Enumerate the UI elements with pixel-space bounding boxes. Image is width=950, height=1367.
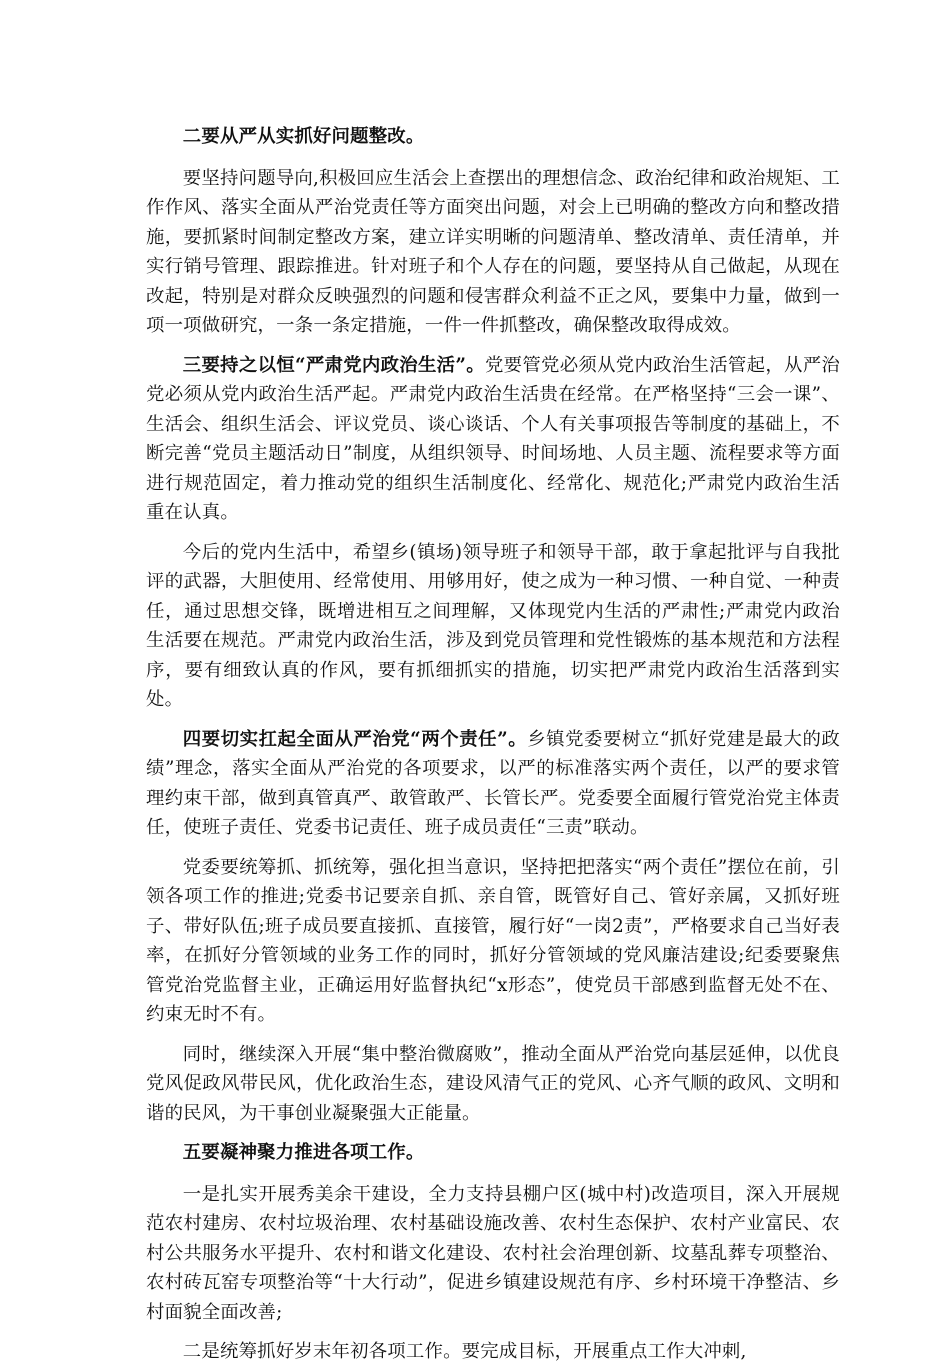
paragraph-micro-corruption: 同时，继续深入开展“集中整治微腐败”，推动全面从严治党向基层延伸，以优良党风促政风带民风，优化政治生态，建设风清气正的党风、心齐气顺的政风、文明和谐的民风，为干事创业凝聚强大正能量。 xyxy=(146,1043,840,1124)
paragraph-construction: 一是扎实开展秀美余干建设，全力支持县棚户区(城中村)改造项目，深入开展规范农村建房、农村垃圾治理、农村基础设施改善、农村生态保护、农村产业富民、农村公共服务水平提升、农村和谐文化建设、农村社会治理创新、坟墓乱葬专项整治、农村砖瓦窑专项整治等“十大行动”，促进乡镇建设规范有序、乡村环境干净整洁、乡村面貌全面改善; xyxy=(146,1183,840,1323)
paragraph-two-responsibilities-text: 乡镇党委要树立“抓好党建是最大的政绩”理念，落实全面从严治党的各项要求，以严的标准落实两个责任，以严的要求管理约束干部，做到真管真严、敢管敢严、长管长严。党委要全面履行管党治党主体责任，使班子责任、党委书记责任、班子成员责任“三责”联动。 xyxy=(146,728,840,838)
paragraph-political-life-future: 今后的党内生活中，希望乡(镇场)领导班子和领导干部，敢于拿起批评与自我批评的武器，大胆使用、经常使用、用够用好，使之成为一种习惯、一种自觉、一种责任，通过思想交锋，既增进相互之间理解，又体现党内生活的严肃性;严肃党内政治生活要在规范。严肃党内政治生活，涉及到党员管理和党性锻炼的基本规范和方法程序，要有细致认真的作风，要有抓细抓实的措施，切实把严肃党内政治生活落到实处。 xyxy=(146,541,840,710)
paragraph-party-committee: 党委要统筹抓、抓统筹，强化担当意识，坚持把把落实“两个责任”摆位在前，引领各项工作的推进;党委书记要亲自抓、亲自管，既管好自己、管好亲属，又抓好班子、带好队伍;班子成员要直接抓、直接管，履行好“一岗2责”，严格要求自己当好表率，在抓好分管领域的业务工作的同时，抓好分管领域的党风廉洁建设;纪委要聚焦管党治党监督主业，正确运用好监督执纪“x形态”，使党员干部感到监督无处不在、约束无时不有。 xyxy=(146,856,840,1025)
section-heading-two-responsibilities: 四要切实扛起全面从严治党“两个责任”。 xyxy=(182,728,528,750)
paragraph-two-responsibilities-lead xyxy=(146,725,840,843)
paragraph-political-life-text: 党要管党必须从党内政治生活管起，从严治党必须从党内政治生活严起。严肃党内政治生活贵在经常。在严格坚持“三会一课”、生活会、组织生活会、评议党员、谈心谈话、个人有关事项报告等制度的基础上，不断完善“党员主题活动日”制度，从组织领导、时间场地、人员主题、流程要求等方面进行规范固定，着力推动党的组织生活制度化、经常化、规范化;严肃党内政治生活重在认真。 xyxy=(146,354,840,523)
paragraph-political-life-lead xyxy=(146,351,840,528)
paragraph-year-end-work: 二是统筹抓好岁末年初各项工作。要完成目标，开展重点工作大冲刺, xyxy=(182,1341,747,1362)
section-heading-political-life: 三要持之以恒“严肃党内政治生活”。 xyxy=(182,354,485,376)
section-heading-work-promotion: 五要凝神聚力推进各项工作。 xyxy=(182,1142,425,1163)
paragraph-rectification: 要坚持问题导向,积极回应生活会上查摆出的理想信念、政治纪律和政治规矩、工作作风、落实全面从严治党责任等方面突出问题，对会上已明确的整改方向和整改措施，要抓紧时间制定整改方案，建立详实明晰的问题清单、整改清单、责任清单，并实行销号管理、跟踪推进。针对班子和个人存在的问题，要坚持从自己做起，从现在改起，特别是对群众反映强烈的问题和侵害群众利益不正之风，要集中力量，做到一项一项做研究，一条一条定措施，一件一件抓整改，确保整改取得成效。 xyxy=(146,167,840,336)
section-heading-rectification: 二要从严从实抓好问题整改。 xyxy=(182,126,425,147)
